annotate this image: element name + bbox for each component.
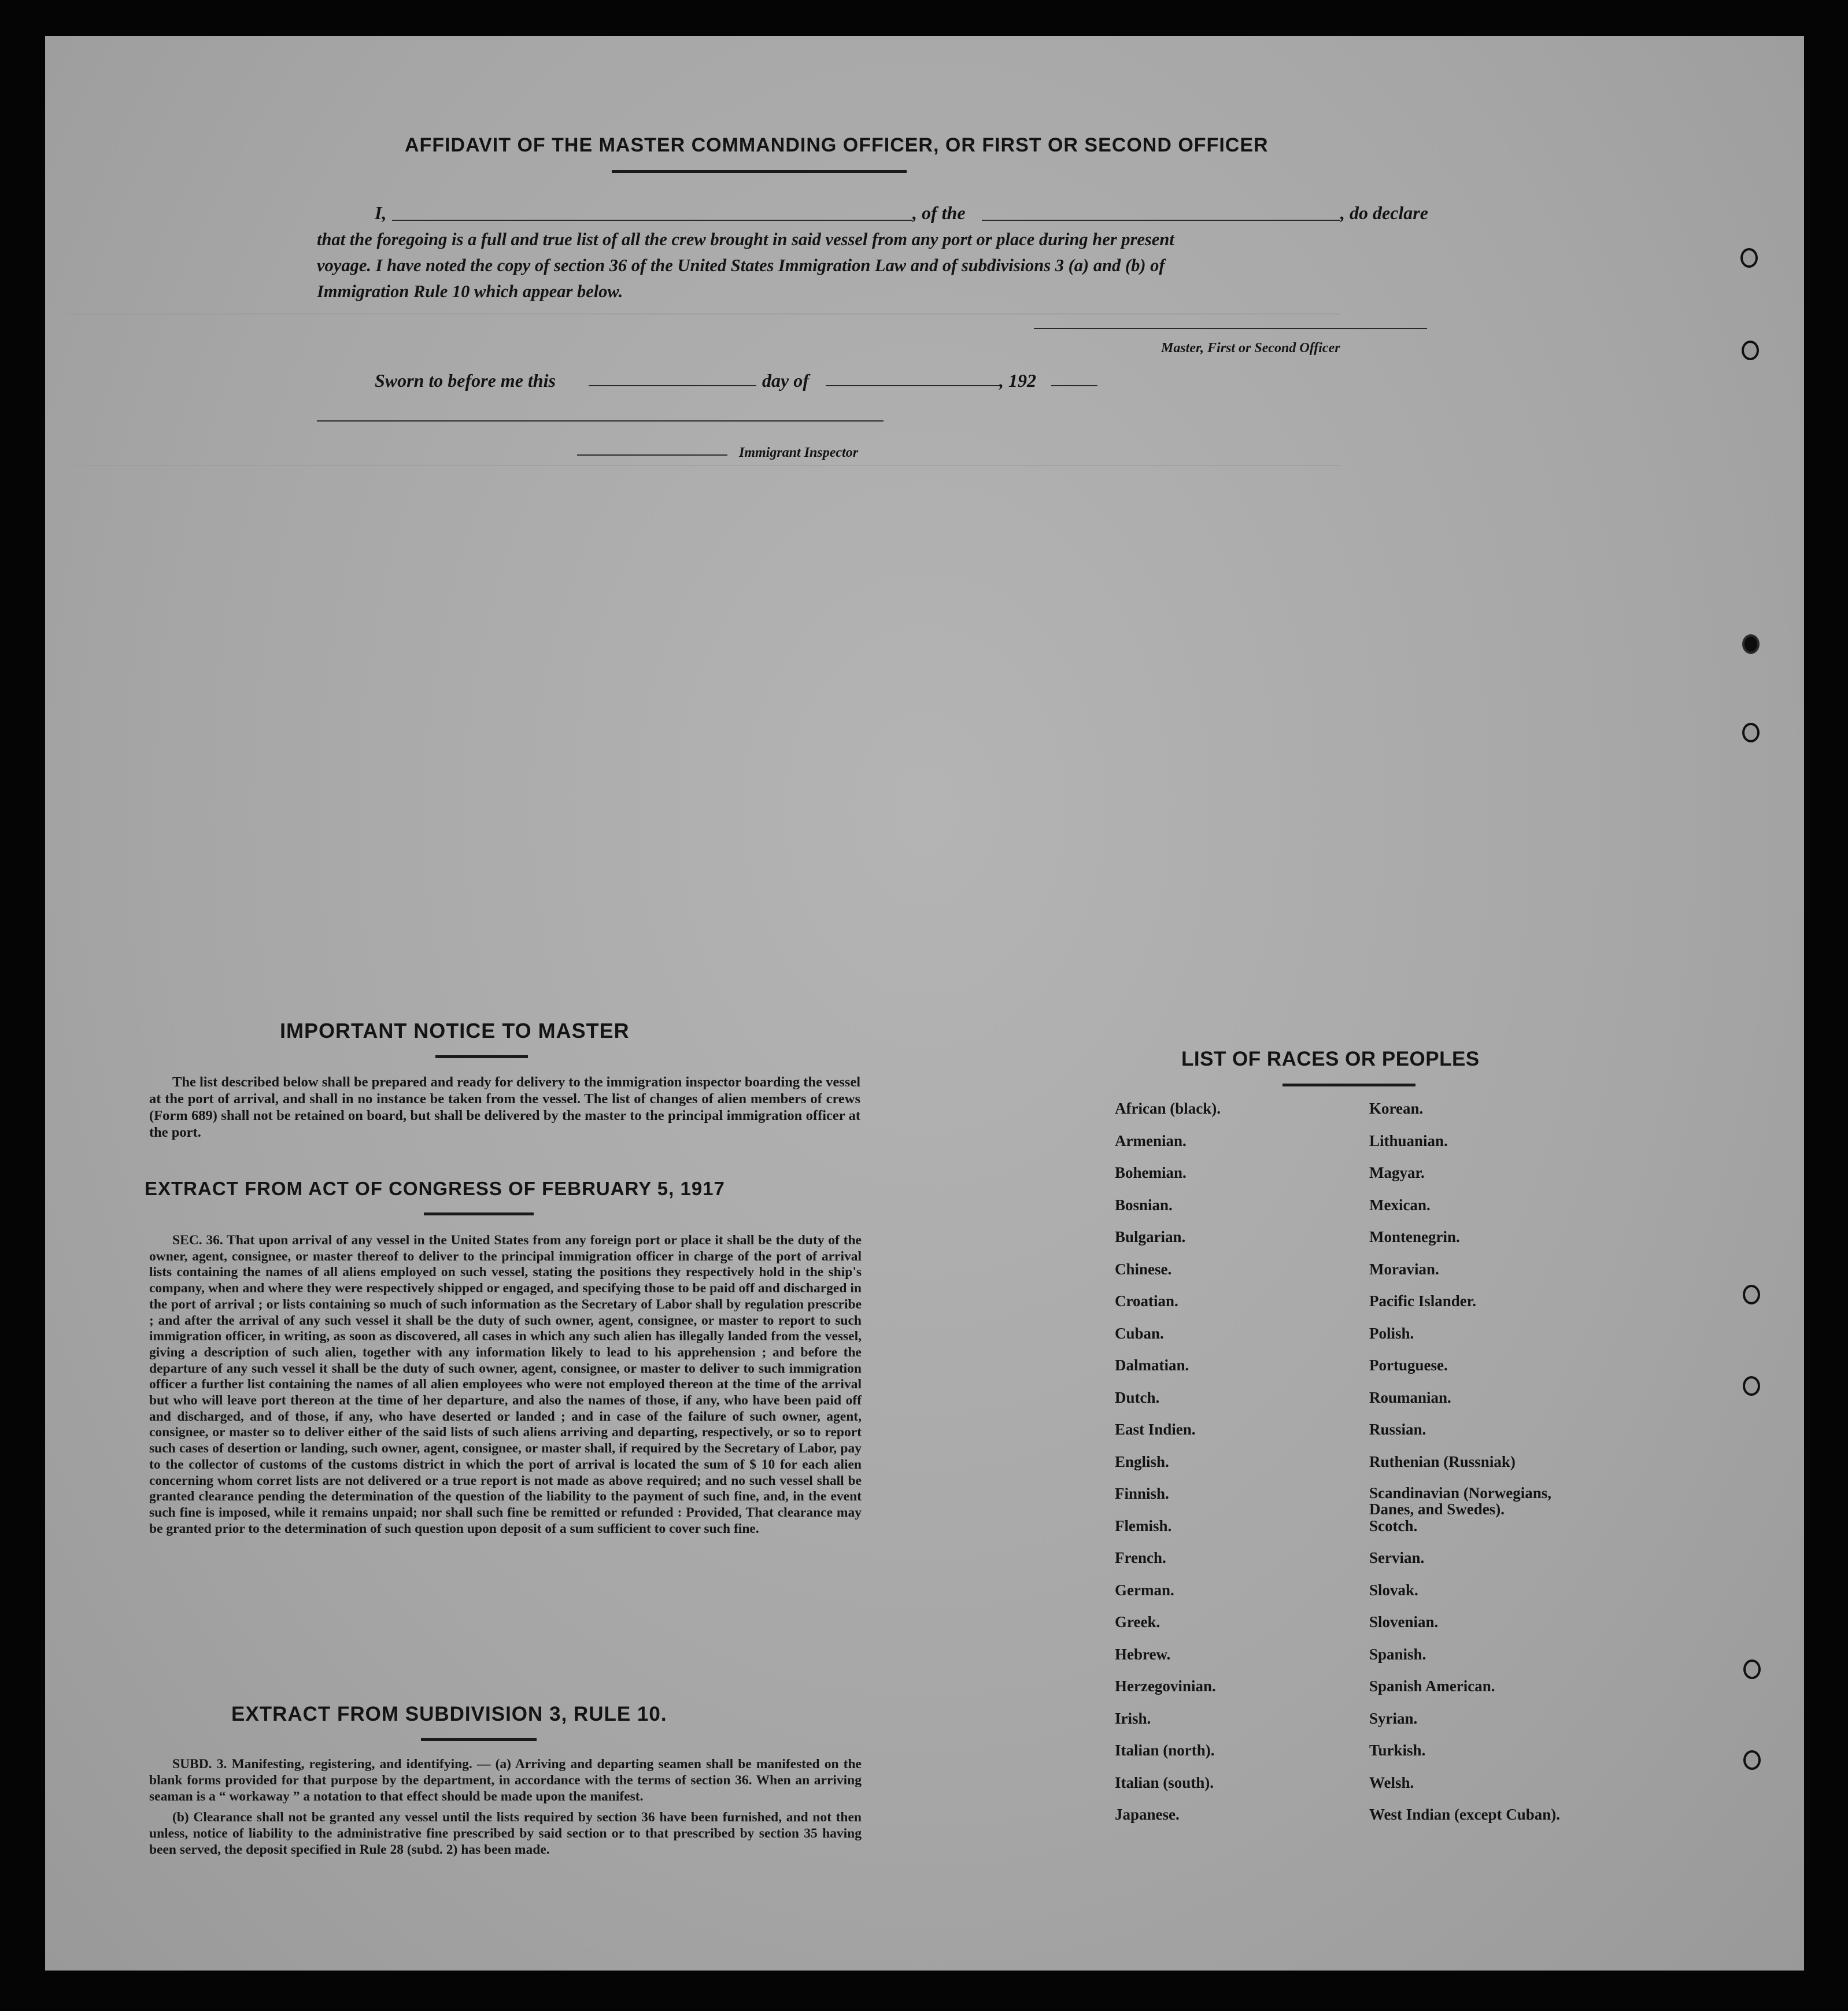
punch-hole (1743, 1659, 1761, 1679)
race-item: Croatian. (1115, 1292, 1178, 1310)
punch-hole (1743, 1376, 1760, 1396)
race-item: Bohemian. (1115, 1164, 1187, 1181)
bleed-through-table (68, 313, 1340, 466)
race-item: Korean. (1369, 1100, 1424, 1117)
race-item: Japanese. (1115, 1806, 1180, 1823)
race-item: Scotch. (1369, 1517, 1418, 1535)
notice-title: IMPORTANT NOTICE TO MASTER (280, 1019, 630, 1043)
notice-title-rule (435, 1055, 528, 1058)
race-item: Montenegrin. (1369, 1228, 1460, 1245)
race-item: Herzegovinian. (1115, 1677, 1216, 1695)
race-item: Mexican. (1369, 1196, 1431, 1214)
race-item: Polish. (1369, 1324, 1414, 1342)
race-item: Lithuanian. (1369, 1132, 1448, 1149)
race-item: African (black). (1115, 1100, 1221, 1117)
race-item: Roumanian. (1369, 1388, 1451, 1406)
race-item: Russian. (1369, 1421, 1426, 1438)
race-item: Welsh. (1369, 1773, 1414, 1791)
race-item: Bulgarian. (1115, 1228, 1186, 1245)
race-item: Finnish. (1115, 1485, 1169, 1502)
race-item: Italian (south). (1115, 1773, 1214, 1791)
race-item: East Indien. (1115, 1421, 1196, 1438)
race-item: Bosnian. (1115, 1196, 1173, 1214)
race-item: Magyar. (1369, 1164, 1425, 1181)
races-title: LIST OF RACES OR PEOPLES (1181, 1048, 1480, 1070)
extract-act-text (149, 1233, 862, 1541)
vessel-blank-line (982, 220, 1340, 221)
race-item: Servian. (1369, 1549, 1425, 1566)
race-item: Scandinavian (Norwegians, Danes, and Swedes). (1369, 1484, 1552, 1518)
race-item: French. (1115, 1549, 1166, 1566)
extract-rule-title-rule (421, 1738, 537, 1741)
extract-act-title-rule (424, 1212, 534, 1215)
race-item: Slovak. (1369, 1581, 1418, 1599)
punch-hole (1743, 1285, 1760, 1304)
extract-rule-text (149, 1756, 862, 1862)
affidavit-title: AFFIDAVIT OF THE MASTER COMMANDING OFFICER, OR FIRST OR SECOND OFFICER (405, 134, 1269, 156)
punch-hole (1740, 248, 1758, 268)
race-item: Chinese. (1115, 1260, 1172, 1278)
name-blank-line (392, 220, 912, 221)
affidavit-line-4: Immigration Rule 10 which appear below. (317, 282, 623, 301)
race-item: Portuguese. (1369, 1356, 1448, 1374)
race-item: Italian (north). (1115, 1742, 1215, 1759)
punch-hole (1742, 341, 1759, 360)
race-item: Armenian. (1115, 1132, 1187, 1149)
affidavit-do-declare: , do declare (1340, 202, 1428, 223)
affidavit-of-the: , of the (912, 202, 966, 223)
race-item: Dalmatian. (1115, 1356, 1189, 1374)
race-item: Greek. (1115, 1613, 1160, 1631)
affidavit-line-3: voyage. I have noted the copy of section 36 of the United States Immigration Law and of subdivisions 3 (a) and (b) of (317, 256, 1165, 275)
race-item: Cuban. (1115, 1324, 1164, 1342)
inspector-label: Immigrant Inspector (739, 445, 859, 460)
races-title-rule (1282, 1084, 1415, 1086)
subdivision-b-paragraph: (b) Clearance shall not be granted any vessel until the lists required by section 36 have been furnished, and not then unless, notice of liability to the administrative fine prescribed by said section or to that prescribed by section 35 having been served, the deposit specified in Rule 28 (subd. 2) has been made. (149, 1810, 862, 1857)
affidavit-line-2: that the foregoing is a full and true list of all the crew brought in said vessel from any port or place during her present (317, 230, 1174, 249)
section-36-paragraph: SEC. 36. That upon arrival of any vessel in the United States from any foreign port or place it shall be the duty of the owner, agent, consignee, or master thereof to deliver to the principal immigration officer in charge of the port of arrival lists containing the names of all aliens employed on such vessel, stating the positions they respectively hold in the ship's company, when and where they were respectively shipped or engaged, and specifying those to be paid off and discharged in the port of arrival ; or lists containing so much of such information as the Secretary of Labor shall by regulation prescribe ; and after the arrival of any such vessel it shall be the duty of such owner, agent, consignee, or master to report to such immigration officer, in writing, as soon as discovered, all cases in which any such alien has illegally landed from the vessel, giving a description of such alien, together with any information likely to lead to his apprehension ; and before the departure of any such vessel it shall be the duty of such owner, agent, consignee, or master to deliver to such immigration officer a further list containing the names of all alien employees who were not employed thereon at the time of the arrival but who will leave port thereon at the time of her departure, and also the names of those, if any, who have been paid off and discharged, and of those, if any, who have deserted or landed ; and in case of the failure of such owner, agent, consignee, or master so to deliver either of the said lists of such aliens arriving and departing, respectively, or so to report such cases of desertion or landing, such owner, agent, consignee, or master shall, if required by the Secretary of Labor, pay to the collector of customs of the customs district in which the port of arrival is located the sum of $ 10 for each alien concerning whom corret lists are not delivered or a true report is not made as above required; and no such vessel shall be granted clearance pending the determination of the question of the liability to the payment of such fine, and, in the event such fine is imposed, while it remains unpaid; nor shall such fine be remitted or refunded : Provided, That clearance may be granted prior to the determination of such question upon deposit of a sum sufficient to cover such fine. (149, 1233, 862, 1536)
race-item: Syrian. (1369, 1709, 1418, 1727)
race-item: German. (1115, 1581, 1174, 1599)
race-item: Slovenian. (1369, 1613, 1439, 1631)
race-item: Moravian. (1369, 1260, 1439, 1278)
race-item: Hebrew. (1115, 1645, 1171, 1663)
bleed-through-text (114, 151, 140, 180)
punch-hole (1742, 634, 1760, 654)
year-label: , 192 (999, 370, 1036, 391)
race-item: English. (1115, 1452, 1169, 1470)
affidavit-title-rule (612, 170, 907, 173)
extract-rule-title: EXTRACT FROM SUBDIVISION 3, RULE 10. (231, 1703, 667, 1725)
subdivision-a-paragraph: SUBD. 3. Manifesting, registering, and identifying. — (a) Arriving and departing seamen shall be manifested on the blank forms provided for that purpose by the department, in accordance with the terms of section 36. When an arriving seaman is a “ workaway ” a notation to that effect should be made upon the manifest. (149, 1757, 862, 1804)
race-item: Ruthenian (Russniak) (1369, 1452, 1516, 1470)
notice-paragraph: The list described below shall be prepared and ready for delivery to the immigration inspector boarding the vessel at the port of arrival, and shall in no instance be taken from the vessel. The list of changes of alien members of crews (Form 689) shall not be retained on board, but shall be delivered by the master to the principal immigration officer at the port. (149, 1074, 860, 1140)
race-item: Dutch. (1115, 1388, 1160, 1406)
race-item: Turkish. (1369, 1742, 1426, 1759)
punch-hole (1743, 1750, 1761, 1770)
affidavit-i-label: I, (375, 202, 387, 223)
punch-hole (1742, 723, 1760, 742)
sworn-label: Sworn to before me this (375, 370, 556, 391)
race-item: West Indian (except Cuban). (1369, 1806, 1561, 1823)
race-item: Spanish American. (1369, 1677, 1495, 1695)
race-item: Irish. (1115, 1709, 1151, 1727)
day-of-label: day of (762, 370, 809, 391)
race-item: Pacific Islander. (1369, 1292, 1476, 1310)
document-page (45, 36, 1804, 1971)
race-item: Spanish. (1369, 1645, 1426, 1663)
race-item: Flemish. (1115, 1517, 1172, 1535)
master-signature-label: Master, First or Second Officer (1161, 341, 1340, 356)
extract-act-title: EXTRACT FROM ACT OF CONGRESS OF FEBRUARY 5, 1917 (145, 1178, 725, 1199)
notice-text (149, 1074, 860, 1145)
